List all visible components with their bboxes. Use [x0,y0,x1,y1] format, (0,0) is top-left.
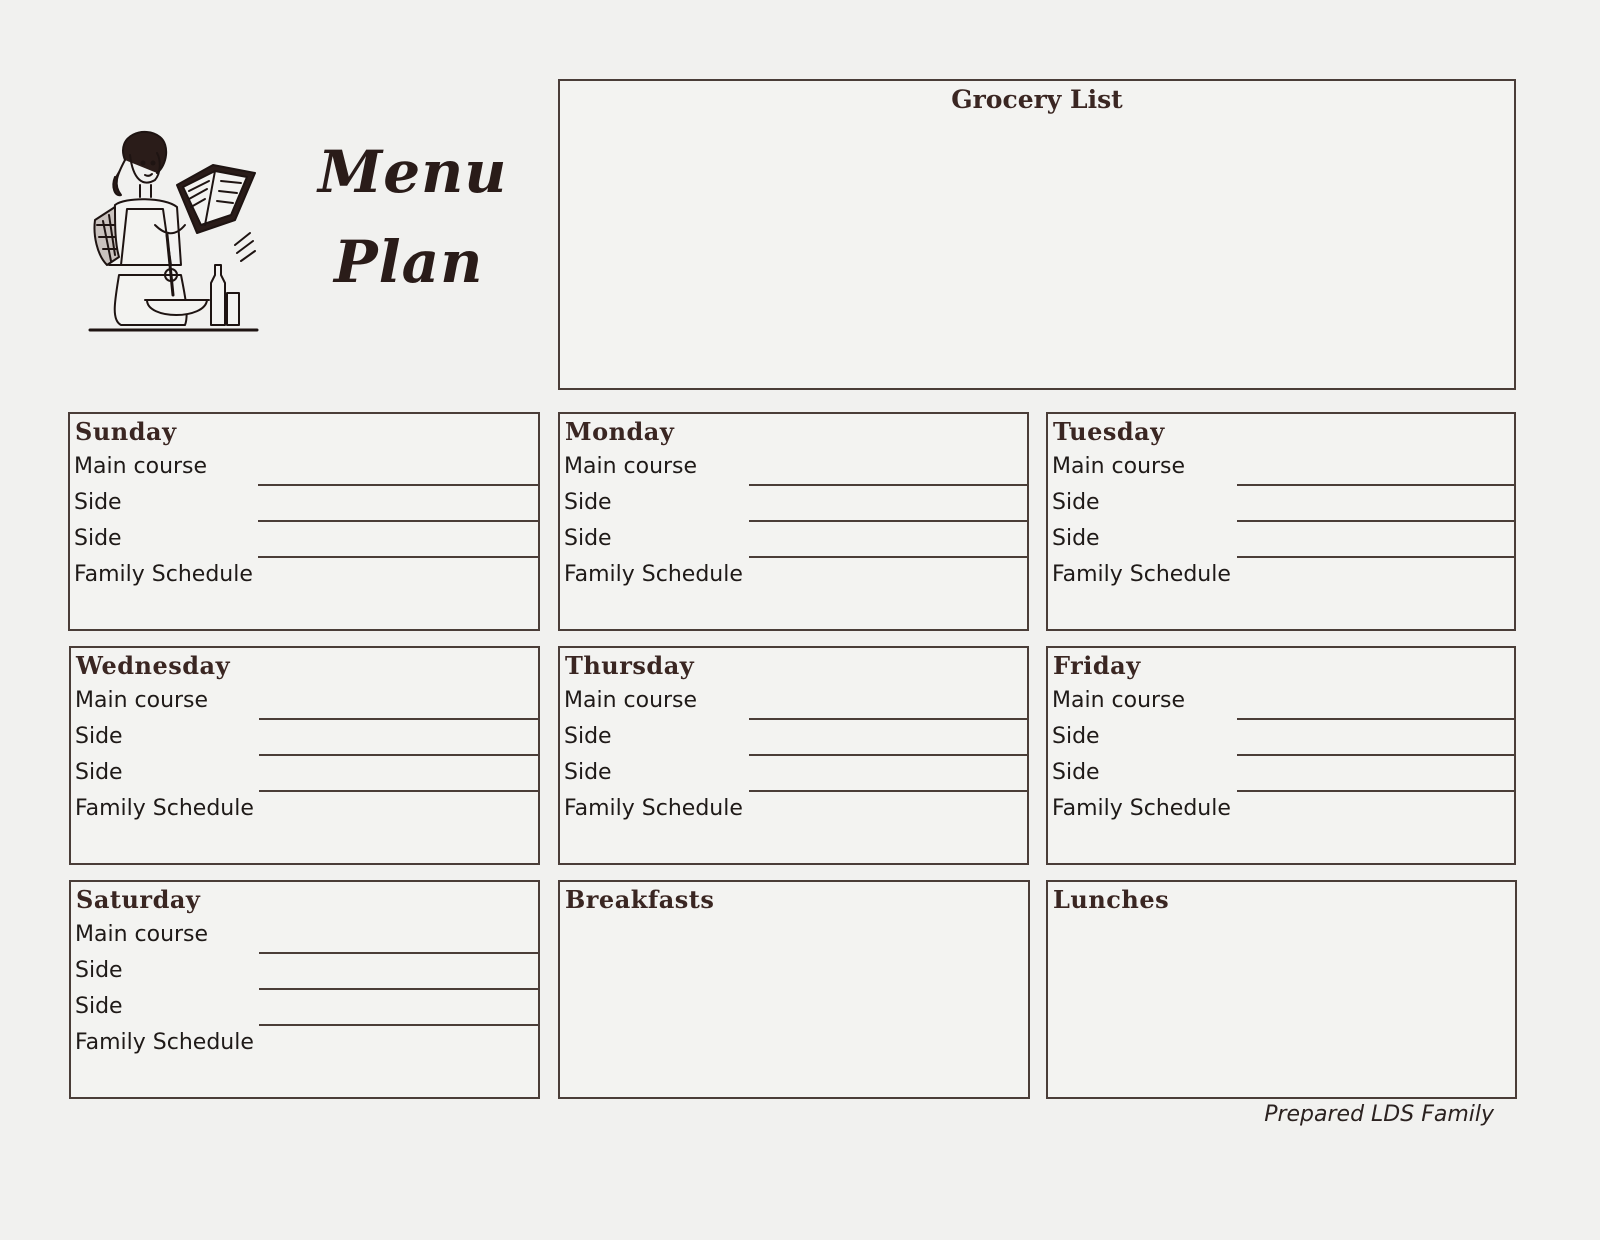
main-course-label: Main course [1052,454,1186,479]
side-label: Side [75,760,123,785]
main-course-line[interactable] [1237,718,1514,720]
side-line[interactable] [1237,754,1514,756]
main-course-line[interactable] [749,484,1027,486]
main-course-label: Main course [74,454,208,479]
day-box-saturday[interactable] [69,880,540,1099]
side-line[interactable] [258,520,538,522]
breakfasts-title: Breakfasts [565,885,715,914]
day-title-saturday: Saturday [76,885,201,914]
side-label: Side [1052,724,1100,749]
main-course-line[interactable] [259,718,538,720]
side-label: Side [564,760,612,785]
grocery-list-title: Grocery List [951,85,1123,114]
side-line[interactable] [259,1024,538,1026]
day-title-wednesday: Wednesday [76,651,231,680]
main-course-line[interactable] [259,952,538,954]
side-label: Side [1052,490,1100,515]
family-schedule-label: Family Schedule [1052,796,1231,821]
family-schedule-label: Family Schedule [564,796,743,821]
menu-title-line2: Plan [334,228,484,296]
side-line[interactable] [749,556,1027,558]
lunches-box[interactable] [1046,880,1517,1099]
footer-credit: Prepared LDS Family [1264,1102,1494,1127]
main-course-label: Main course [75,688,209,713]
day-box-friday[interactable] [1046,646,1516,865]
side-label: Side [75,958,123,983]
grocery-list-box[interactable] [558,79,1516,390]
day-box-tuesday[interactable] [1046,412,1516,631]
day-box-sunday[interactable] [68,412,540,631]
side-line[interactable] [749,520,1027,522]
main-course-label: Main course [1052,688,1186,713]
day-title-thursday: Thursday [565,651,695,680]
side-label: Side [74,490,122,515]
day-box-monday[interactable] [558,412,1029,631]
main-course-label: Main course [564,454,698,479]
main-course-line[interactable] [1237,484,1514,486]
family-schedule-label: Family Schedule [75,796,254,821]
menu-title-line1: Menu [318,138,508,206]
housewife-cookbook-illustration [85,125,265,340]
day-title-tuesday: Tuesday [1053,417,1165,446]
family-schedule-label: Family Schedule [1052,562,1231,587]
side-line[interactable] [259,988,538,990]
breakfasts-box[interactable] [558,880,1030,1099]
side-line[interactable] [259,790,538,792]
side-label: Side [1052,760,1100,785]
side-label: Side [74,526,122,551]
side-label: Side [1052,526,1100,551]
side-line[interactable] [749,790,1027,792]
day-title-sunday: Sunday [75,417,177,446]
side-line[interactable] [1237,520,1514,522]
main-course-label: Main course [564,688,698,713]
main-course-line[interactable] [258,484,538,486]
main-course-label: Main course [75,922,209,947]
side-label: Side [564,724,612,749]
side-label: Side [564,490,612,515]
day-box-thursday[interactable] [558,646,1029,865]
day-box-wednesday[interactable] [69,646,540,865]
side-line[interactable] [749,754,1027,756]
side-label: Side [75,994,123,1019]
day-title-monday: Monday [565,417,675,446]
main-course-line[interactable] [749,718,1027,720]
family-schedule-label: Family Schedule [74,562,253,587]
day-title-friday: Friday [1053,651,1141,680]
side-label: Side [75,724,123,749]
family-schedule-label: Family Schedule [75,1030,254,1055]
side-line[interactable] [1237,790,1514,792]
side-line[interactable] [258,556,538,558]
family-schedule-label: Family Schedule [564,562,743,587]
lunches-title: Lunches [1053,885,1170,914]
side-line[interactable] [259,754,538,756]
side-label: Side [564,526,612,551]
side-line[interactable] [1237,556,1514,558]
